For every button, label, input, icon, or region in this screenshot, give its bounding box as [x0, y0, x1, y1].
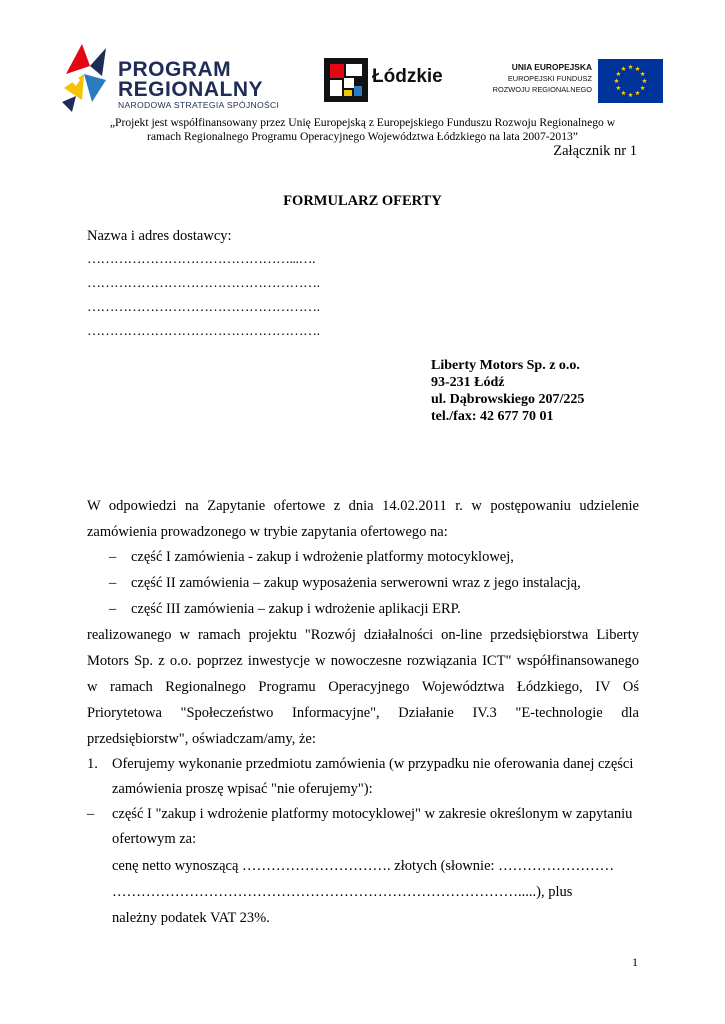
supplier-label: Nazwa i adres dostawcy:	[87, 228, 232, 244]
supplier-field-line[interactable]: ………………………………………...….	[87, 252, 315, 267]
program-regionalny-emblem-icon	[62, 44, 118, 114]
cofinancing-note-line1: „Projekt jest współfinansowany przez Unię Europejską z Europejskiego Funduszu Rozwoju Regionalnego w	[109, 116, 616, 129]
bullet-item: część II zamówienia – zakup wyposażenia serwerowni wraz z jego instalacją,	[131, 575, 581, 591]
supplier-field-line[interactable]: …………………………………………….	[87, 300, 320, 315]
project-paragraph-line: realizowanego w ramach projektu "Rozwój działalności on-line przedsiębiorstwa Liberty	[87, 627, 639, 643]
lodzkie-emblem-icon	[324, 58, 368, 102]
intro-line1: W odpowiedzi na Zapytanie ofertowe z dnia 14.02.2011 r. w postępowaniu udzielenie	[87, 498, 639, 514]
item1-number: 1.	[87, 756, 98, 772]
project-paragraph-line: Motors Sp. z o.o. poprzez inwestycje w nowoczesne rozwiązania ICT" współfinansowanego	[87, 653, 639, 669]
net-price-field[interactable]: cenę netto wynoszącą …………………………. złotych (słownie: ……………………	[112, 858, 615, 874]
bullet-mark: –	[109, 549, 117, 565]
program-logo-line3: NARODOWA STRATEGIA SPÓJNOŚCI	[118, 100, 280, 110]
bullet-mark: –	[109, 575, 117, 591]
item1-line2: zamówienia proszę wpisać "nie oferujemy"):	[112, 781, 373, 797]
attachment-label: Załącznik nr 1	[553, 143, 637, 159]
eu-logo-line3: ROZWOJU REGIONALNEGO	[492, 85, 592, 94]
intro-line2: zamówienia prowadzonego w trybie zapytania ofertowego na:	[87, 524, 448, 540]
program-logo-line2: REGIONALNY	[118, 78, 264, 101]
sub-item-line2: ofertowym za:	[112, 831, 197, 847]
sub-bullet-mark: –	[87, 806, 95, 822]
vat-note: należny podatek VAT 23%.	[112, 910, 270, 926]
supplier-field-line[interactable]: …………………………………………….	[87, 324, 320, 339]
recipient-phone: tel./fax: 42 677 70 01	[431, 409, 554, 424]
page-number: 1	[632, 955, 638, 969]
recipient-street: ul. Dąbrowskiego 207/225	[431, 392, 585, 407]
supplier-field-line[interactable]: …………………………………………….	[87, 276, 320, 291]
eu-logo-line2: EUROPEJSKI FUNDUSZ	[507, 74, 592, 83]
recipient-name: Liberty Motors Sp. z o.o.	[431, 358, 580, 373]
eu-flag-icon	[598, 59, 663, 103]
bullet-item: część III zamówienia – zakup i wdrożenie aplikacji ERP.	[131, 601, 461, 617]
recipient-city: 93-231 Łódź	[431, 375, 505, 390]
price-words-field[interactable]: ………………………………………………………………………….....), plus	[112, 884, 573, 900]
project-paragraph-line: w ramach Regionalnego Programu Operacyjnego Województwa Łódzkiego, IV Oś	[87, 679, 639, 695]
bullet-mark: –	[109, 601, 117, 617]
bullet-item: część I zamówienia - zakup i wdrożenie platformy motocyklowej,	[131, 549, 514, 565]
item1-line1: Oferujemy wykonanie przedmiotu zamówienia (w przypadku nie oferowania danej części	[112, 756, 634, 772]
project-paragraph-line: przedsiębiorstw", oświadczam/amy, że:	[87, 731, 316, 747]
form-title: FORMULARZ OFERTY	[283, 193, 442, 209]
project-paragraph-line: Priorytetowa "Społeczeństwo Informacyjne", Działanie IV.3 "E-technologie dla	[87, 705, 639, 721]
sub-item-line1: część I "zakup i wdrożenie platformy motocyklowej" w zakresie określonym w zapytaniu	[112, 806, 633, 822]
program-logo-line1: PROGRAM	[118, 58, 232, 81]
cofinancing-note-line2: ramach Regionalnego Programu Operacyjnego Województwa Łódzkiego na lata 2007-2013”	[147, 130, 578, 143]
eu-logo-line1: UNIA EUROPEJSKA	[511, 62, 592, 72]
lodzkie-logo-text: Łódzkie	[372, 66, 443, 87]
